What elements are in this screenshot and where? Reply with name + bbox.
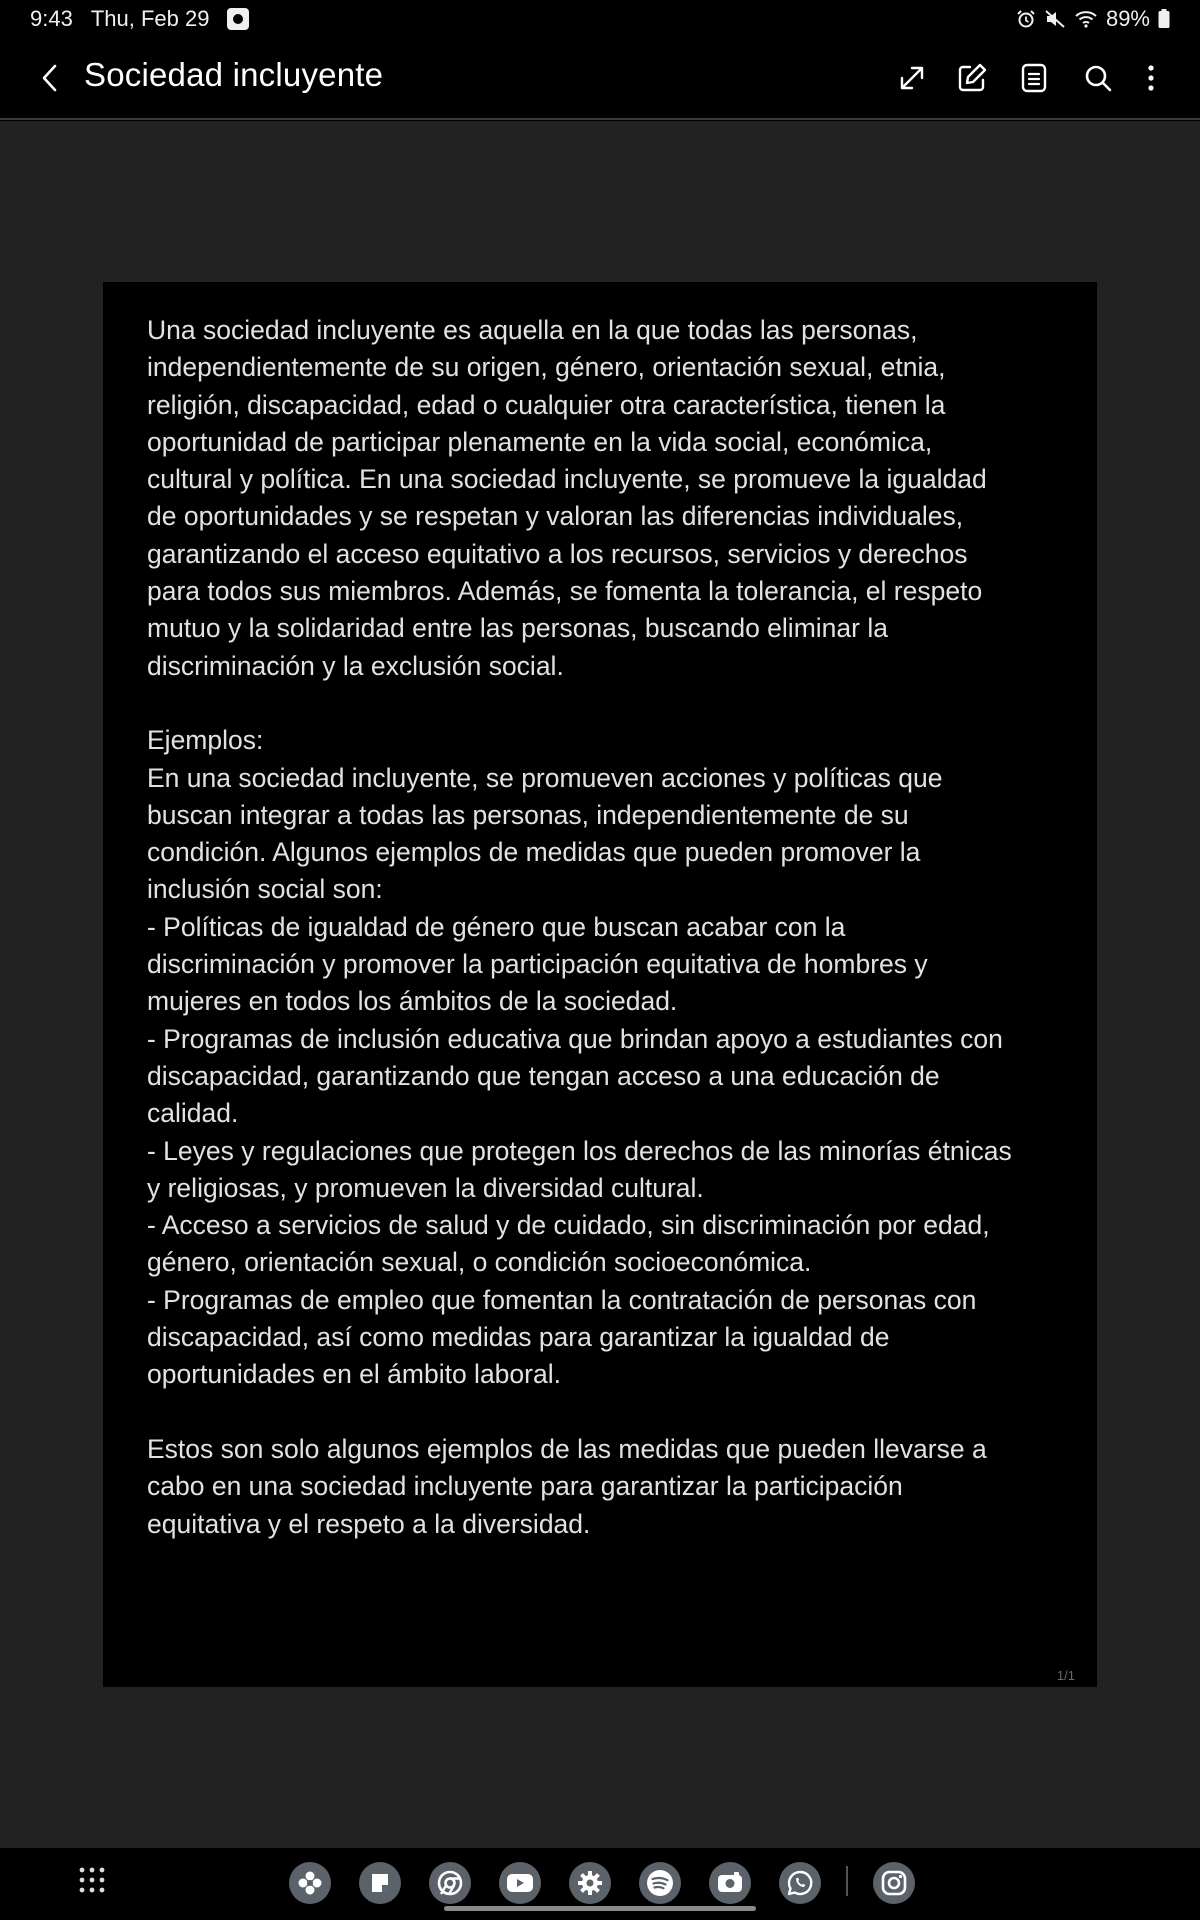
- mute-icon: [1044, 9, 1066, 29]
- search-icon: [1083, 63, 1113, 93]
- status-date: Thu, Feb 29: [90, 6, 210, 31]
- settings-button[interactable]: [569, 1862, 611, 1904]
- edit-button[interactable]: [952, 58, 992, 98]
- status-left: [30, 6, 249, 32]
- taskbar: [0, 1848, 1200, 1920]
- chrome-button[interactable]: [429, 1862, 471, 1904]
- app-drawer-button[interactable]: [74, 1862, 110, 1898]
- note-title: Sociedad incluyente: [84, 56, 384, 93]
- reading-mode-button[interactable]: [1014, 58, 1054, 98]
- more-vertical-icon: [1146, 63, 1156, 93]
- expand-button[interactable]: [892, 58, 932, 98]
- note-body-text[interactable]: Una sociedad incluyente es aquella en la que todas las personas, independientemente de su origen, género, orientación sexual, etnia, religión, discapacidad, edad o cualquier otra característica, tienen la oportunidad de participar plenamente en la vida social, económica, cultural y política. En una sociedad incluyente, se promueve la igualdad de oportunidades y se respetan y valoran las diferencias individuales, garantizando el acceso equitativo a los recursos, servicios y derechos para todos sus miembros. Además, se fomenta la tolerancia, el respeto mutuo y la solidaridad entre las personas, buscando eliminar la discriminación y la exclusión social. Ejemplos: En una sociedad incluyente, se promueven acciones y políticas que buscan integrar a todas las personas, independientemente de su condición. Algunos ejemplos de medidas que pueden promover la inclusión social son: - Políticas de igualdad de género que buscan acabar con la discriminación y promover la participación equitativa de hombres y mujeres en todos los ámbitos de la sociedad. - Programas de inclusión educativa que brindan apoyo a estudiantes con discapacidad, garantizando que tengan acceso a una educación de calidad. - Leyes y regulaciones que protegen los derechos de las minorías étnicas y religiosas, y promueven la diversidad cultural. - Acceso a servicios de salud y de cuidado, sin discriminación por edad, género, orientación sexual, o condición socioeconómica. - Programas de empleo que fomentan la contratación de personas con discapacidad, así como medidas para garantizar la igualdad de oportunidades en el ámbito laboral. Estos son solo algunos ejemplos de las medidas que pueden llevarse a cabo en una sociedad incluyente para garantizar la participación equitativa y el respeto a la diversidad.: [147, 315, 1012, 1539]
- note-canvas[interactable]: [0, 121, 1200, 1848]
- document-icon: [1020, 62, 1048, 94]
- grid-icon: [78, 1866, 106, 1894]
- chrome-icon: [436, 1869, 464, 1897]
- edit-icon: [956, 62, 988, 94]
- back-button[interactable]: [30, 58, 70, 98]
- flower-app-icon: [297, 1870, 323, 1896]
- more-options-button[interactable]: [1131, 58, 1171, 98]
- status-bar: [0, 0, 1200, 36]
- flower-app-button[interactable]: [289, 1862, 331, 1904]
- screenshot-notification-icon: [227, 8, 249, 30]
- search-button[interactable]: [1078, 58, 1118, 98]
- note-page[interactable]: [103, 282, 1097, 1687]
- spotify-button[interactable]: [639, 1862, 681, 1904]
- whatsapp-icon: [786, 1869, 814, 1897]
- youtube-icon: [506, 1872, 534, 1894]
- instagram-button[interactable]: [873, 1862, 915, 1904]
- instagram-icon: [880, 1869, 908, 1897]
- youtube-button[interactable]: [499, 1862, 541, 1904]
- page-indicator: 1/1: [1056, 1668, 1075, 1683]
- wifi-icon: [1074, 9, 1098, 29]
- settings-icon: [576, 1869, 604, 1897]
- camera-app-icon: [716, 1871, 744, 1895]
- expand-icon: [897, 63, 927, 93]
- battery-percent: 89%: [1105, 6, 1150, 31]
- whatsapp-button[interactable]: [779, 1862, 821, 1904]
- camera-app-button[interactable]: [709, 1862, 751, 1904]
- spotify-icon: [645, 1868, 675, 1898]
- navigation-gesture-handle[interactable]: [444, 1906, 756, 1911]
- alarm-icon: [1016, 9, 1036, 29]
- back-arrow-icon: [38, 62, 62, 94]
- status-right: [1016, 6, 1170, 32]
- app-bar: [0, 36, 1200, 120]
- status-time: 9:43: [30, 6, 73, 31]
- notes-app-icon: [368, 1871, 392, 1895]
- battery-icon: [1158, 9, 1170, 29]
- dock-divider: [846, 1866, 848, 1896]
- notes-app-button[interactable]: [359, 1862, 401, 1904]
